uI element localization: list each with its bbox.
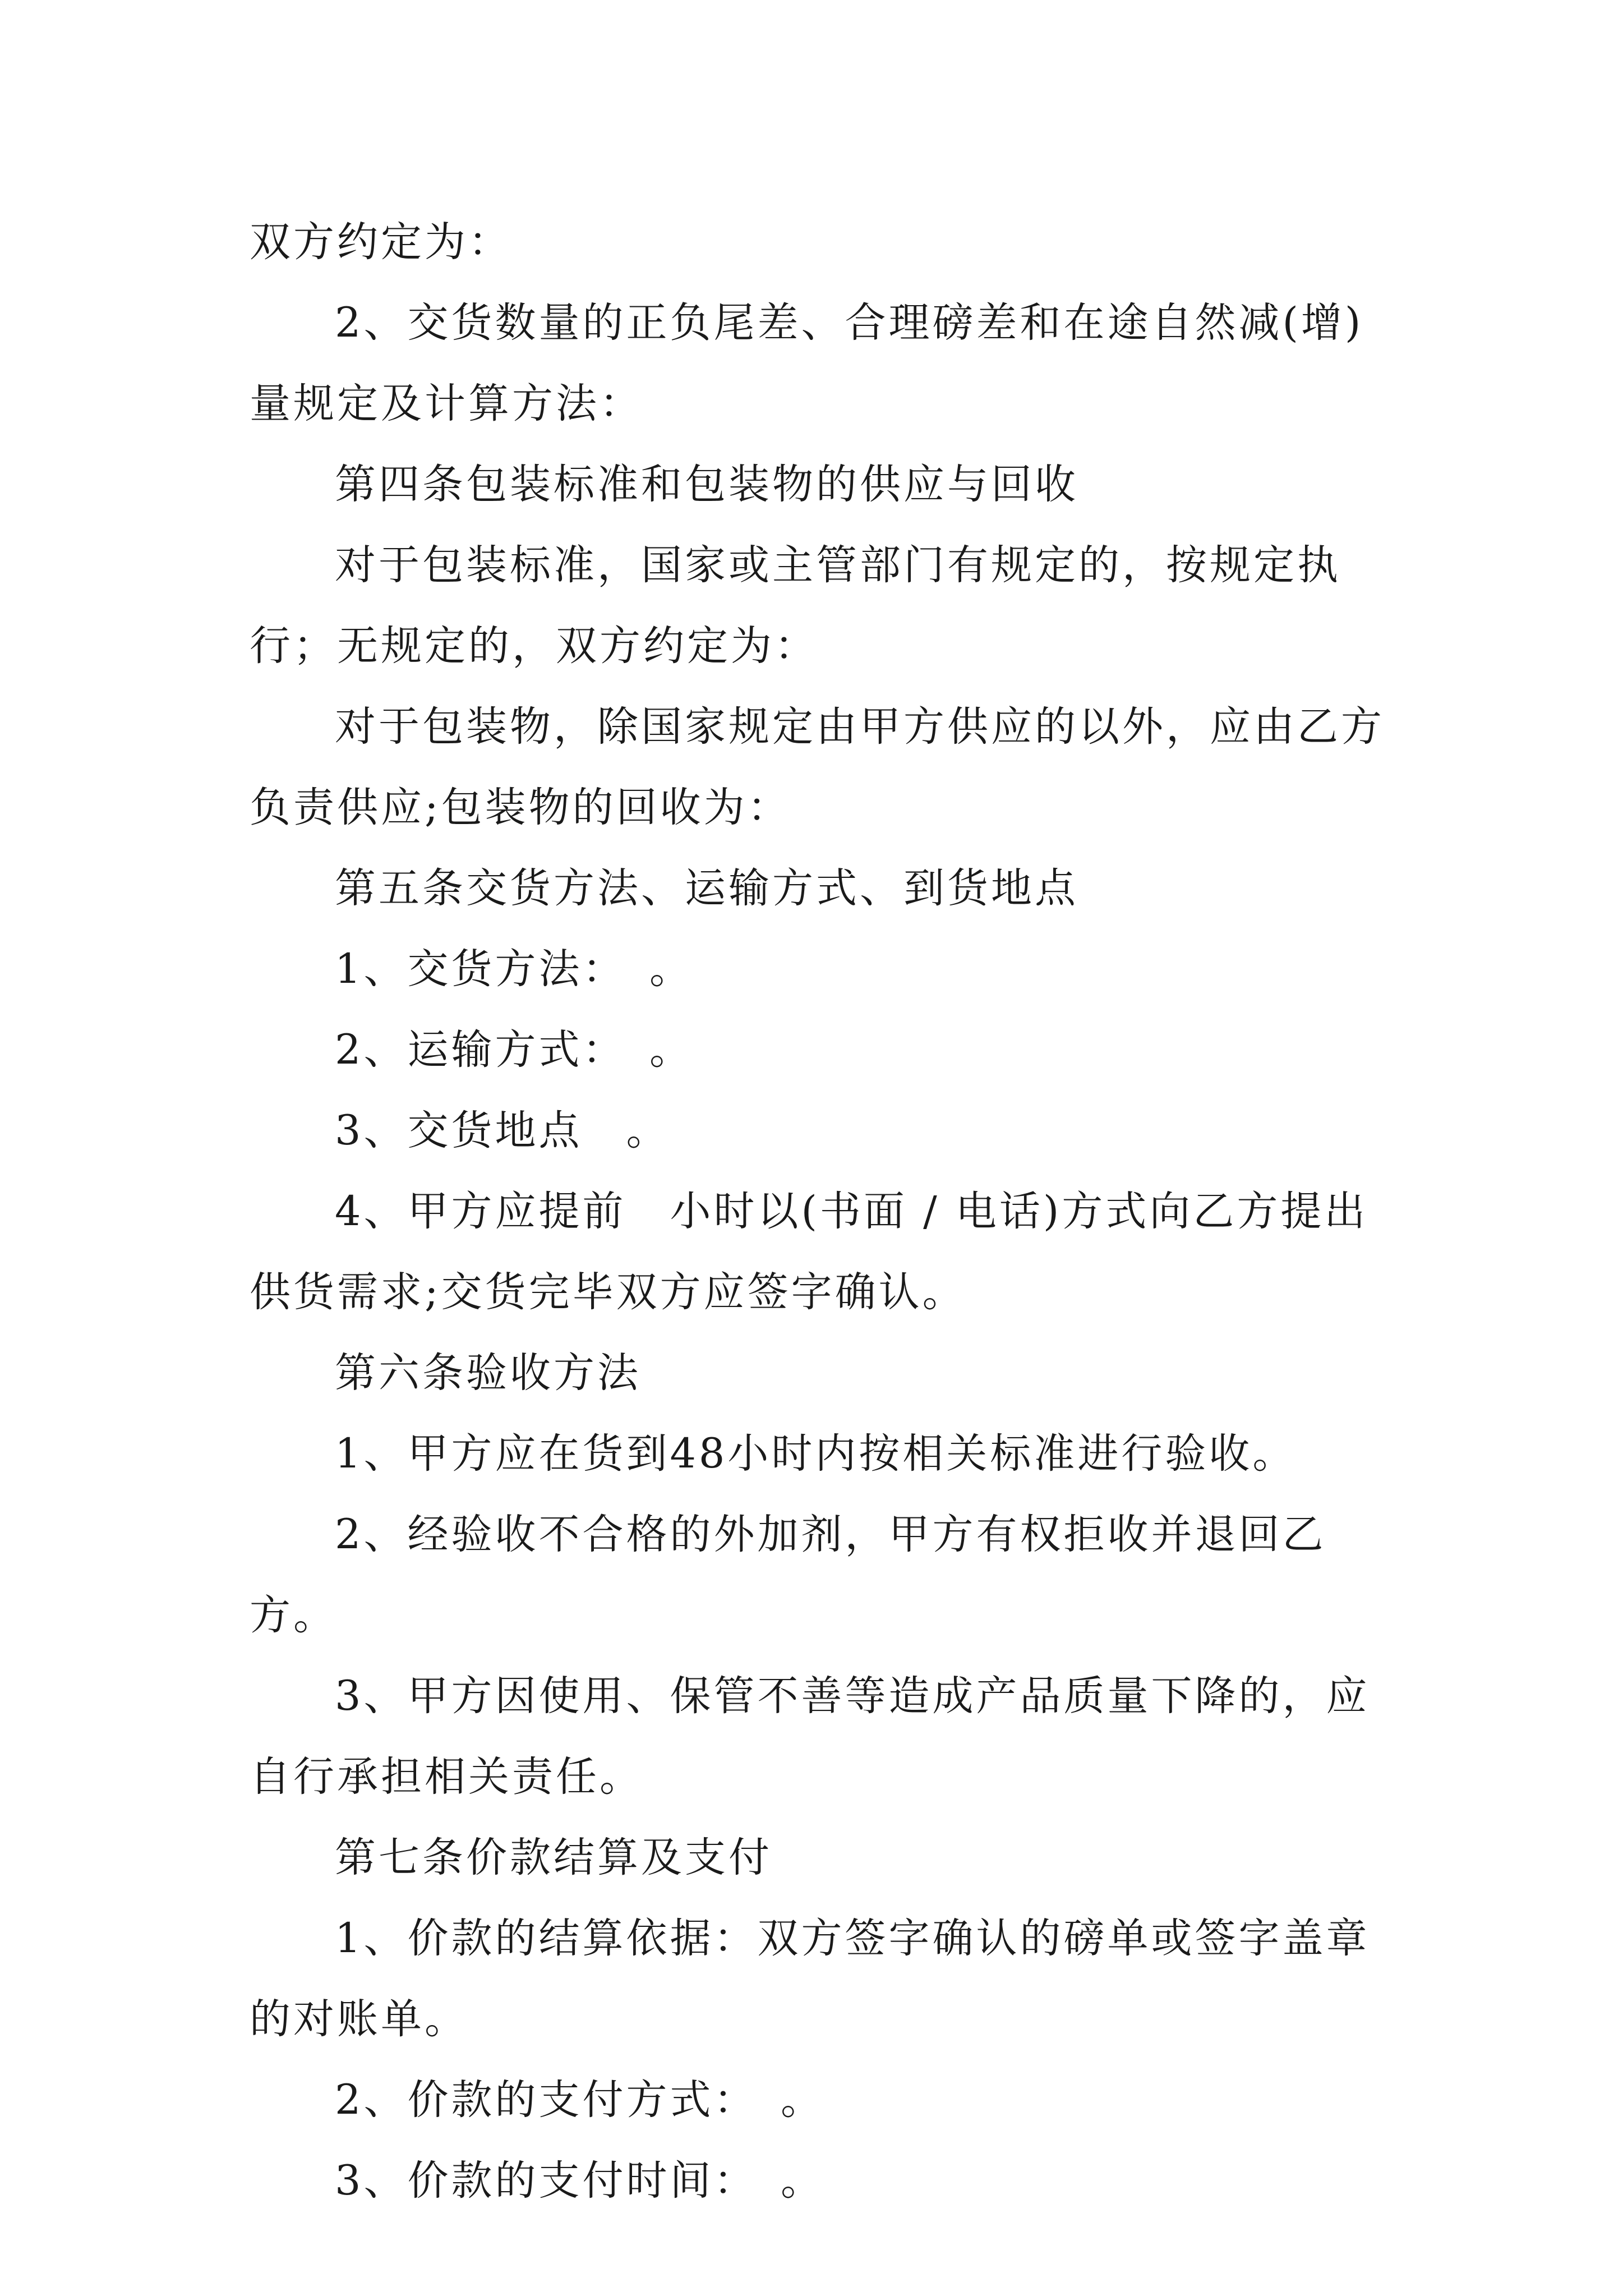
- paragraph-9: 1、甲方应在货到48小时内按相关标准进行验收。: [335, 1430, 1297, 1478]
- section-heading-5: 第五条交货方法、运输方式、到货地点: [335, 864, 1078, 912]
- section-heading-7: 第七条价款结算及支付: [335, 1834, 772, 1881]
- paragraph-8: 4、甲方应提前 小时以(书面 / 电话)方式向乙方提出供货需求;交货完毕双方应签字确认。: [250, 1188, 1368, 1316]
- paragraph-11: 3、甲方因使用、保管不善等造成产品质量下降的，应自行承担相关责任。: [250, 1672, 1370, 1801]
- paragraph-12: 1、价款的结算依据：双方签字确认的磅单或签字盖章的对账单。: [250, 1915, 1370, 2043]
- section-heading-6: 第六条验收方法: [335, 1349, 641, 1397]
- document-page: [250, 202, 1394, 2221]
- paragraph-5: 1、交货方法： 。: [335, 945, 693, 993]
- paragraph-2: 2、交货数量的正负尾差、合理磅差和在途自然减(增)量规定及计算方法：: [250, 299, 1364, 427]
- paragraph-13: 2、价款的支付方式： 。: [335, 2076, 824, 2124]
- paragraph-10: 2、经验收不合格的外加剂，甲方有权拒收并退回乙方。: [250, 1511, 1326, 1639]
- paragraph-14: 3、价款的支付时间： 。: [335, 2157, 824, 2205]
- paragraph-7: 3、交货地点 。: [335, 1107, 670, 1154]
- paragraph-6: 2、运输方式： 。: [335, 1026, 693, 1074]
- paragraph-3: 对于包装标准，国家或主管部门有规定的，按规定执行；无规定的，双方约定为：: [250, 541, 1341, 670]
- paragraph-1: 双方约定为：: [250, 218, 512, 266]
- paragraph-4: 对于包装物，除国家规定由甲方供应的以外，应由乙方负责供应;包装物的回收为：: [250, 703, 1385, 831]
- section-heading-4: 第四条包装标准和包装物的供应与回收: [335, 461, 1078, 508]
